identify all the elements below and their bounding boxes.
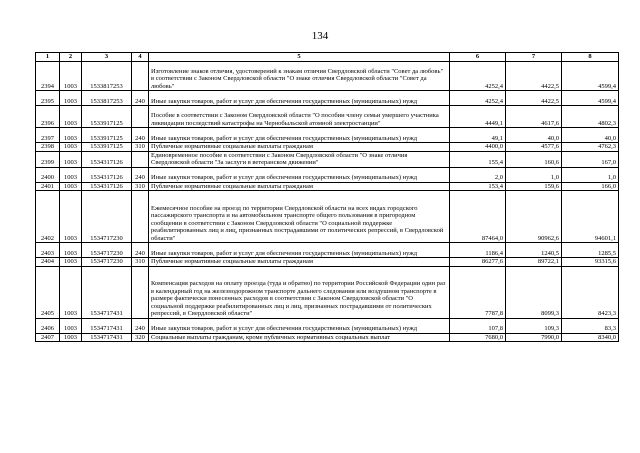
expense-type-cell: 310 xyxy=(132,258,149,267)
amount-year3-cell: 4599,4 xyxy=(562,91,619,106)
target-article-cell: 1533917125 xyxy=(82,143,132,152)
row-number-cell: 2394 xyxy=(36,62,60,91)
item-name-cell: Публичные нормативные социальные выплаты гражданам xyxy=(149,258,450,267)
amount-year2-cell: 1,0 xyxy=(506,167,562,182)
table-row xyxy=(36,191,619,243)
item-name-cell: Публичные нормативные социальные выплаты гражданам xyxy=(149,143,450,152)
item-name-cell: Публичные нормативные социальные выплаты гражданам xyxy=(149,182,450,191)
amount-year3-cell: 4762,3 xyxy=(562,143,619,152)
amount-year1-cell: 7787,8 xyxy=(450,266,506,318)
row-number-cell: 2400 xyxy=(36,167,60,182)
expense-type-cell: 240 xyxy=(132,243,149,258)
row-number-cell: 2399 xyxy=(36,151,60,167)
expense-type-cell: 320 xyxy=(132,333,149,342)
target-article-cell: 1534717431 xyxy=(82,266,132,318)
item-name-cell: Ежемесячное пособие на проезд по территории Свердловской области на всех видах городского пассажирского транспорта и на автомобильном транспорте общего пользования в пригородном сообщении в соответствии с Законом Свердловской области "О социальной поддержке реабилитированных лиц и лиц, признанных пострадавшими от политических репрессий, в Свердловской области" xyxy=(149,191,450,243)
table-row xyxy=(36,182,619,191)
header-cell: 7 xyxy=(506,53,562,62)
item-name-cell: Иные закупки товаров, работ и услуг для обеспечения государственных (муниципальных) нужд xyxy=(149,243,450,258)
expense-type-cell: 240 xyxy=(132,167,149,182)
amount-year2-cell: 40,0 xyxy=(506,128,562,143)
table-row xyxy=(36,243,619,258)
header-row xyxy=(36,53,619,62)
item-name-cell: Иные закупки товаров, работ и услуг для обеспечения государственных (муниципальных) нужд xyxy=(149,167,450,182)
amount-year1-cell: 155,4 xyxy=(450,151,506,167)
table-row xyxy=(36,128,619,143)
table-row xyxy=(36,258,619,267)
row-number-cell: 2401 xyxy=(36,182,60,191)
row-number-cell: 2397 xyxy=(36,128,60,143)
row-number-cell: 2398 xyxy=(36,143,60,152)
item-name-cell: Пособие в соответствии с Законом Свердловской области "О пособии члену семьи умершего участника ликвидации последствий катастрофы на Чернобыльской атомной электростанции" xyxy=(149,106,450,128)
amount-year2-cell: 1240,5 xyxy=(506,243,562,258)
row-number-cell: 2403 xyxy=(36,243,60,258)
expense-type-cell xyxy=(132,151,149,167)
amount-year1-cell: 1186,4 xyxy=(450,243,506,258)
item-name-cell: Иные закупки товаров, работ и услуг для обеспечения государственных (муниципальных) нужд xyxy=(149,128,450,143)
page-number: 134 xyxy=(311,30,329,42)
amount-year3-cell: 4802,3 xyxy=(562,106,619,128)
item-name-cell: Социальные выплаты гражданам, кроме публичных нормативных социальных выплат xyxy=(149,333,450,342)
amount-year2-cell: 160,6 xyxy=(506,151,562,167)
amount-year3-cell: 166,0 xyxy=(562,182,619,191)
amount-year2-cell: 4422,5 xyxy=(506,62,562,91)
amount-year2-cell: 4577,6 xyxy=(506,143,562,152)
header-cell: 6 xyxy=(450,53,506,62)
amount-year2-cell: 4617,6 xyxy=(506,106,562,128)
row-number-cell: 2395 xyxy=(36,91,60,106)
budget-table xyxy=(35,52,619,342)
amount-year2-cell: 7990,0 xyxy=(506,333,562,342)
table-row xyxy=(36,266,619,318)
amount-year3-cell: 1285,5 xyxy=(562,243,619,258)
target-article-cell: 1533817253 xyxy=(82,91,132,106)
amount-year2-cell: 90962,6 xyxy=(506,191,562,243)
target-article-cell: 1534317126 xyxy=(82,151,132,167)
expense-type-cell: 240 xyxy=(132,128,149,143)
target-article-cell: 1534317126 xyxy=(82,167,132,182)
amount-year3-cell: 167,0 xyxy=(562,151,619,167)
section-code-cell: 1003 xyxy=(60,243,82,258)
expense-type-cell: 240 xyxy=(132,318,149,333)
target-article-cell: 1533817253 xyxy=(82,62,132,91)
target-article-cell: 1534717230 xyxy=(82,243,132,258)
section-code-cell: 1003 xyxy=(60,128,82,143)
amount-year1-cell: 86277,6 xyxy=(450,258,506,267)
row-number-cell: 2396 xyxy=(36,106,60,128)
section-code-cell: 1003 xyxy=(60,106,82,128)
table-row xyxy=(36,106,619,128)
item-name-cell: Компенсация расходов на оплату проезда (туда и обратно) по территории Российской Федерации один раз в календарный год на железнодорожном транспорте дальнего следования или воздушном транспорте в размере фактически понесенных расходов в соответствии с Законом Свердловской области "О социальной поддержке реабилитированных лиц и лиц, признанных пострадавшими от политических репрессий, в Свердловской области" xyxy=(149,266,450,318)
target-article-cell: 1533917125 xyxy=(82,106,132,128)
expense-type-cell xyxy=(132,266,149,318)
amount-year1-cell: 4252,4 xyxy=(450,62,506,91)
table-row xyxy=(36,143,619,152)
item-name-cell: Иные закупки товаров, работ и услуг для обеспечения государственных (муниципальных) нужд xyxy=(149,91,450,106)
table-body xyxy=(36,62,619,342)
table-row xyxy=(36,62,619,91)
header-cell: 3 xyxy=(82,53,132,62)
amount-year3-cell: 40,0 xyxy=(562,128,619,143)
target-article-cell: 1534717230 xyxy=(82,258,132,267)
amount-year1-cell: 2,0 xyxy=(450,167,506,182)
table-row xyxy=(36,91,619,106)
amount-year1-cell: 87464,0 xyxy=(450,191,506,243)
row-number-cell: 2402 xyxy=(36,191,60,243)
table-row xyxy=(36,167,619,182)
target-article-cell: 1534717431 xyxy=(82,318,132,333)
target-article-cell: 1534717230 xyxy=(82,191,132,243)
section-code-cell: 1003 xyxy=(60,191,82,243)
expense-type-cell xyxy=(132,106,149,128)
section-code-cell: 1003 xyxy=(60,143,82,152)
row-number-cell: 2405 xyxy=(36,266,60,318)
section-code-cell: 1003 xyxy=(60,182,82,191)
expense-type-cell: 310 xyxy=(132,143,149,152)
target-article-cell: 1534317126 xyxy=(82,182,132,191)
amount-year2-cell: 8099,3 xyxy=(506,266,562,318)
amount-year3-cell: 93315,6 xyxy=(562,258,619,267)
section-code-cell: 1003 xyxy=(60,266,82,318)
expense-type-cell xyxy=(132,191,149,243)
table-row xyxy=(36,151,619,167)
table-row xyxy=(36,318,619,333)
amount-year1-cell: 49,1 xyxy=(450,128,506,143)
amount-year3-cell: 94601,1 xyxy=(562,191,619,243)
amount-year1-cell: 4252,4 xyxy=(450,91,506,106)
amount-year1-cell: 4449,1 xyxy=(450,106,506,128)
row-number-cell: 2407 xyxy=(36,333,60,342)
row-number-cell: 2404 xyxy=(36,258,60,267)
section-code-cell: 1003 xyxy=(60,62,82,91)
target-article-cell: 1533917125 xyxy=(82,128,132,143)
amount-year2-cell: 109,3 xyxy=(506,318,562,333)
table-row xyxy=(36,333,619,342)
amount-year2-cell: 4422,5 xyxy=(506,91,562,106)
amount-year3-cell: 8340,0 xyxy=(562,333,619,342)
expense-type-cell: 310 xyxy=(132,182,149,191)
amount-year3-cell: 4599,4 xyxy=(562,62,619,91)
amount-year2-cell: 89722,1 xyxy=(506,258,562,267)
amount-year2-cell: 159,6 xyxy=(506,182,562,191)
amount-year3-cell: 1,0 xyxy=(562,167,619,182)
section-code-cell: 1003 xyxy=(60,151,82,167)
item-name-cell: Единовременное пособие в соответствии с Законом Свердловской области "О знаке отличия Свердловской области "За заслуги в ветеранском движении" xyxy=(149,151,450,167)
amount-year1-cell: 7680,0 xyxy=(450,333,506,342)
section-code-cell: 1003 xyxy=(60,333,82,342)
header-cell: 1 xyxy=(36,53,60,62)
item-name-cell: Иные закупки товаров, работ и услуг для обеспечения государственных (муниципальных) нужд xyxy=(149,318,450,333)
section-code-cell: 1003 xyxy=(60,91,82,106)
amount-year3-cell: 8423,3 xyxy=(562,266,619,318)
expense-type-cell: 240 xyxy=(132,91,149,106)
target-article-cell: 1534717431 xyxy=(82,333,132,342)
row-number-cell: 2406 xyxy=(36,318,60,333)
header-cell: 4 xyxy=(132,53,149,62)
amount-year3-cell: 83,3 xyxy=(562,318,619,333)
amount-year1-cell: 107,8 xyxy=(450,318,506,333)
amount-year1-cell: 4400,0 xyxy=(450,143,506,152)
header-cell: 2 xyxy=(60,53,82,62)
section-code-cell: 1003 xyxy=(60,167,82,182)
section-code-cell: 1003 xyxy=(60,258,82,267)
amount-year1-cell: 153,4 xyxy=(450,182,506,191)
header-cell: 5 xyxy=(149,53,450,62)
section-code-cell: 1003 xyxy=(60,318,82,333)
header-cell: 8 xyxy=(562,53,619,62)
expense-type-cell xyxy=(132,62,149,91)
item-name-cell: Изготовление знаков отличия, удостоверений к знакам отличия Свердловской области "Совет да любовь" в соответствии с Законом Свердловской области "О знаке отличия Свердловской области "Совет да любовь" xyxy=(149,62,450,91)
